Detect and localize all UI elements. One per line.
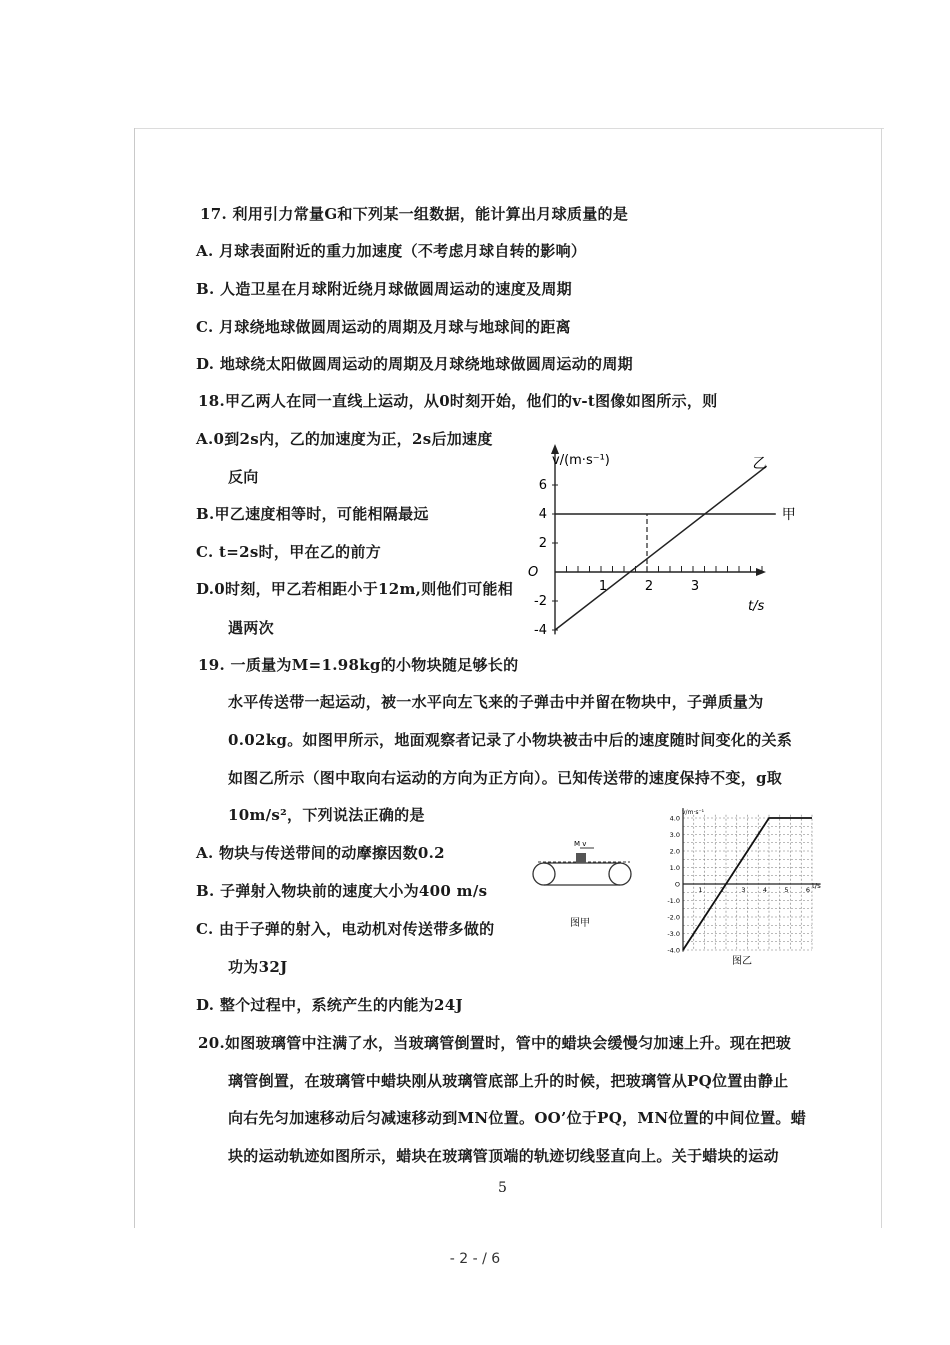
q19-option-c-cont: 功为32J xyxy=(228,958,288,976)
q19-line-3: 0.02kg。如图甲所示，地面观察者记录了小物块被击中后的速度随时间变化的关系 xyxy=(228,731,793,749)
footer-page-indicator: - 2 - / 6 xyxy=(449,1251,501,1267)
q18-option-a: A.0到2s内，乙的加速度为正，2s后加速度 xyxy=(196,430,493,448)
q17-stem: 17. 利用引力常量G和下列某一组数据，能计算出月球质量的是 xyxy=(200,205,629,223)
vt-chart-xlabel: t/s xyxy=(748,599,765,614)
q20-line-1: 20.如图玻璃管中注满了水，当玻璃管倒置时，管中的蜡块会缓慢匀加速上升。现在把玻 xyxy=(198,1034,792,1052)
q19-line-1: 19. 一质量为M=1.98kg的小物块随足够长的 xyxy=(198,656,519,674)
vt-chart-ylabel: v/(m·s⁻¹) xyxy=(552,453,610,468)
vt-chart-origin: O xyxy=(528,565,539,580)
vt2-y-tick-label: -1.0 xyxy=(667,897,680,905)
vt-chart-x-arrow-icon xyxy=(756,568,766,576)
belt-left-pulley xyxy=(533,863,555,885)
q20-line-3: 向右先匀加速移动后匀减速移动到MN位置。OO’位于PQ，MN位置的中间位置。蜡 xyxy=(228,1109,807,1127)
q18-option-c: C. t=2s时，甲在乙的前方 xyxy=(196,543,381,561)
q18-stem: 18.甲乙两人在同一直线上运动，从0时刻开始，他们的v-t图像如图所示，则 xyxy=(198,392,718,410)
vt2-y-tick-label: 2.0 xyxy=(669,847,680,856)
page-number: 5 xyxy=(498,1180,507,1196)
block-icon xyxy=(576,853,586,863)
page-frame-left xyxy=(134,128,135,1228)
q19-option-a: A. 物块与传送带间的动摩擦因数0.2 xyxy=(196,844,445,862)
vt2-chart-xlabel: t/s xyxy=(812,882,821,890)
vt-chart-x-tick-label: 3 xyxy=(690,579,700,594)
q18-option-d-cont: 遇两次 xyxy=(228,619,274,637)
q19-option-d: D. 整个过程中，系统产生的内能为24J xyxy=(196,996,463,1014)
belt-right-pulley xyxy=(609,863,631,885)
figure-yi-label: 图乙 xyxy=(732,956,752,967)
page-frame-right xyxy=(881,128,882,1228)
q19-line-2: 水平传送带一起运动，被一水平向左飞来的子弹击中并留在物块中，子弹质量为 xyxy=(228,693,764,711)
vt-chart-y-tick-label: 4 xyxy=(538,507,547,522)
vt2-y-tick-label: -3.0 xyxy=(667,930,680,938)
vt-chart-y-tick-label: 2 xyxy=(538,536,547,551)
q17-option-a: A. 月球表面附近的重力加速度（不考虑月球自转的影响） xyxy=(196,242,587,260)
vt-chart-y-tick-label: -2 xyxy=(534,594,547,609)
vt2-chart-ylabel: v/m·s⁻¹ xyxy=(682,809,705,816)
vt2-x-tick-label: 4 xyxy=(762,886,767,894)
q20-line-4: 块的运动轨迹如图所示，蜡块在玻璃管顶端的轨迹切线竖直向上。关于蜡块的运动 xyxy=(228,1147,779,1165)
q19-option-b: B. 子弹射入物块前的速度大小为400 m/s xyxy=(196,882,488,900)
vt2-y-tick-label: -2.0 xyxy=(667,913,680,922)
vt2-y-tick-label: 1.0 xyxy=(669,864,680,872)
vt2-chart xyxy=(652,808,832,968)
q18-option-a-cont: 反向 xyxy=(228,468,259,486)
vt2-y-tick-label: 3.0 xyxy=(669,831,680,839)
vt2-y-tick-label: O xyxy=(674,880,680,889)
q17-option-b: B. 人造卫星在月球附近绕月球做圆周运动的速度及周期 xyxy=(196,280,572,298)
q19-option-c: C. 由于子弹的射入，电动机对传送带多做的 xyxy=(196,920,495,938)
vt-chart-x-tick-label: 2 xyxy=(644,579,654,594)
q19-line-4: 如图乙所示（图中取向右运动的方向为正方向）。已知传送带的速度保持不变，g取 xyxy=(228,769,783,787)
vt-chart xyxy=(520,440,796,650)
vt2-x-tick-label: 1 xyxy=(698,886,703,894)
vt2-x-tick-label: 5 xyxy=(784,886,789,894)
page-frame-top xyxy=(134,128,884,129)
q17-option-d: D. 地球绕太阳做圆周运动的周期及月球绕地球做圆周运动的周期 xyxy=(196,355,633,373)
q17-option-c: C. 月球绕地球做圆周运动的周期及月球与地球间的距离 xyxy=(196,318,571,336)
vt2-y-tick-label: -4.0 xyxy=(667,946,680,955)
vt-chart-y-tick-label: 6 xyxy=(538,478,547,493)
q20-line-2: 璃管倒置，在玻璃管中蜡块刚从玻璃管底部上升的时候，把玻璃管从PQ位置由静止 xyxy=(228,1072,789,1090)
figure-jia-label: 图甲 xyxy=(570,918,590,929)
conveyor-figure xyxy=(524,836,644,936)
q18-option-d: D.0时刻，甲乙若相距小于12m,则他们可能相 xyxy=(196,580,514,598)
vt-chart-y-tick-label: -4 xyxy=(534,623,547,638)
vt-chart-series-label: 乙 xyxy=(752,456,767,473)
block-tag: M v xyxy=(574,840,587,848)
vt2-y-tick-label: 4.0 xyxy=(669,814,680,823)
vt-chart-series-line xyxy=(555,466,767,630)
vt2-x-tick-label: 3 xyxy=(741,886,746,894)
q18-option-b: B.甲乙速度相等时，可能相隔最远 xyxy=(196,505,429,523)
vt-chart-series-label: 甲 xyxy=(781,507,796,523)
q19-line-5: 10m/s²，下列说法正确的是 xyxy=(228,806,425,824)
vt2-x-tick-label: 6 xyxy=(805,886,810,894)
vt2-x-tick-label: 2 xyxy=(719,886,724,894)
vt-chart-x-tick-label: 1 xyxy=(598,579,608,594)
